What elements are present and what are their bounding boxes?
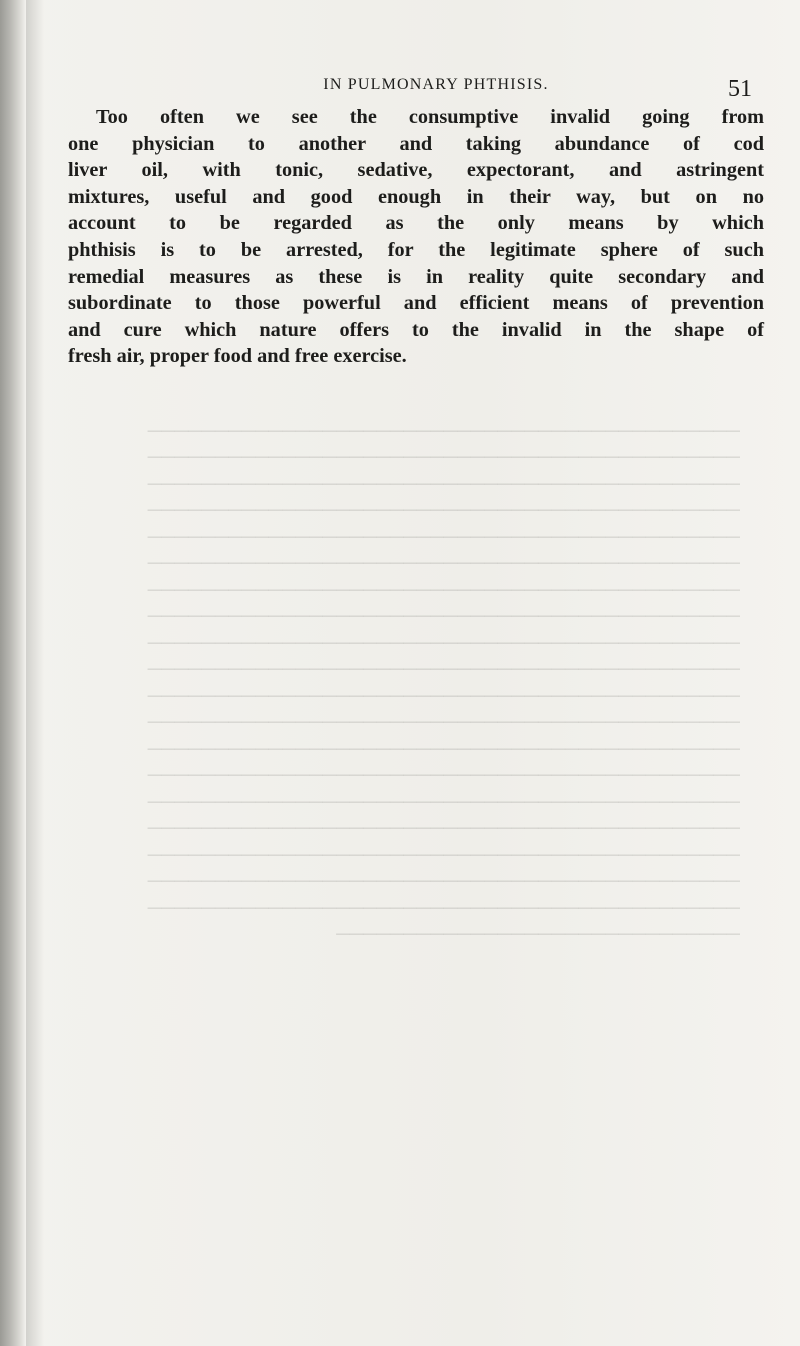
- text-line: fresh air, proper food and free exercise.: [68, 345, 407, 368]
- binding-shadow: [26, 0, 44, 1346]
- text-line: Too often we see the consumptive invalid going from: [96, 106, 764, 128]
- text-line: phthisis is to be arrested, for the legitimate sphere of such: [68, 238, 764, 261]
- text-line: and cure which nature offers to the invalid in the shape of: [68, 318, 764, 341]
- running-head: IN PULMONARY PHTHISIS.: [323, 76, 549, 93]
- text-line: liver oil, with tonic, sedative, expectorant, and astringent: [68, 159, 764, 182]
- text-line: account to be regarded as the only means by which: [68, 212, 764, 235]
- bleed-through-texture: ──────────────────────────────────────────── ──────────────────────────────────────────── ──────────────────────────────────────────── ──────────────────────────────────────────── ──────────────────────────────────────────── ──────────────────────────────────────────── ──────────────────────────────────────────── ──────────────────────────────────────────── ──────────────────────────────────────────── ──────────────────────────────────────────── ──────────────────────────────────────────── ──────────────────────────────────────────── ──────────────────────────────────────────── ──────────────────────────────────────────── ──────────────────────────────────────────── ──────────────────────────────────────────── ──────────────────────────────────────────── ──────────────────────────────────────────── ──────────────────────────────────────────── ──────────────────────────────: [147, 420, 740, 945]
- book-binding-edge: [0, 0, 26, 1346]
- text-line: one physician to another and taking abundance of cod: [68, 132, 764, 155]
- text-line: mixtures, useful and good enough in their way, but on no: [68, 185, 764, 208]
- text-line: remedial measures as these is in reality quite secondary and: [68, 265, 764, 288]
- page-header: [120, 76, 752, 106]
- paragraph: [68, 104, 764, 370]
- page-number: 51: [728, 76, 752, 102]
- text-line: subordinate to those powerful and efficient means of prevention: [68, 292, 764, 315]
